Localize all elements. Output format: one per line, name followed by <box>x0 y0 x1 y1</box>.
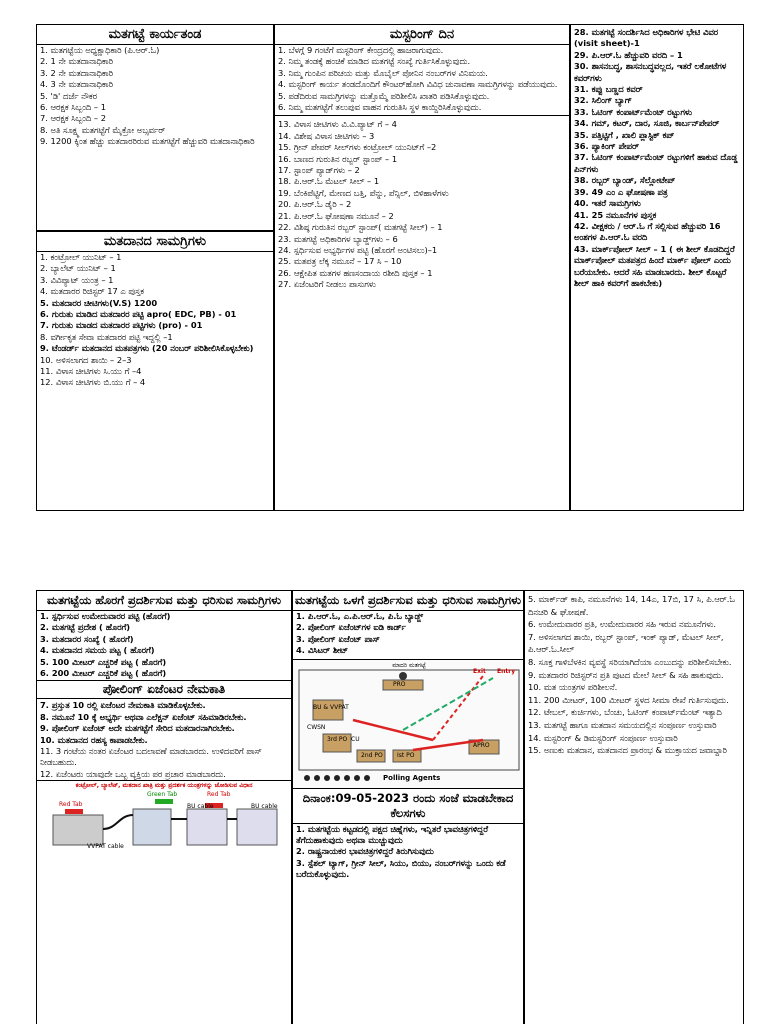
list-item: 9. ಮತದಾರರ ರಿಜಿಸ್ಟರ್‌ನ ಪ್ರತಿ ಪುಟದ ಮೇಲೆ ಸೀಲ್ & ಸಹಿ ಹಾಕುವುದು. <box>528 669 724 680</box>
list-item: 35. ಪತ್ತಿಟ್ಟಿಗೆ , ಖಾಲಿ ಪ್ಲಾಸ್ಟಿಕ್ ಕಪ್ <box>574 129 675 140</box>
list-item: 8. ವರ್ಗೀಕೃತ ಸೇವಾ ಮತದಾರರ ಪಟ್ಟಿ ಇದ್ದಲ್ಲಿ –1 <box>40 331 173 342</box>
list-item: 11. ವಿಳಾಸ ಚೀಟಿಗಳು ಸಿ.ಯು ಗೆ –4 <box>40 366 142 377</box>
team-list <box>37 45 273 148</box>
label-cu: CU <box>351 735 360 743</box>
list-item: 27. ಏಜೆಂಟರಿಗೆ ನೀಡಲು ಪಾಸುಗಳು <box>278 279 376 290</box>
list-item: 10. ಅಳಿಸಲಾಗದ ಶಾಯಿ – 2–3 <box>40 354 132 365</box>
materials-heading: ಮತದಾನದ ಸಾಮಗ್ರಿಗಳು <box>37 232 273 252</box>
label-cwsn: CWSN <box>307 723 326 731</box>
team-heading: ಮತಗಟ್ಟೆ ಕಾರ್ಯತಂಡ <box>37 25 273 45</box>
bottom-col2-inside <box>292 590 524 1024</box>
list-item: 26. ಆಕ್ಷೇಪಿತ ಮತಗಳ ಹಣಸಂದಾಯ ರಶೀದಿ ಪುಸ್ತಕ – 1 <box>278 267 433 278</box>
label-red-tab: Red Tab <box>207 791 231 799</box>
agents-list <box>37 700 291 780</box>
list-item: 4. 3 ನೇ ಮತದಾನಾಧಿಕಾರಿ <box>40 79 113 90</box>
list-item: 3. ನಿಮ್ಮ ಗುಂಪಿನ ಪರಿಚಯ ಮತ್ತು ಮೊಬೈಲ್ ಪೋನಿನ ನಂಬರ್‌ಗಳ ವಿನಿಮಯ. <box>278 67 488 78</box>
list-item: 5. 100 ಮೀಟರ್ ಎಚ್ಚರಿಕೆ ಪಟ್ಟ ( ಹೊರಗೆ) <box>40 656 167 667</box>
diagram-caption: ಮಾದರಿ ಮತಗಟ್ಟೆ <box>392 661 426 669</box>
list-item: 8. ನಮೂನೆ 10 ಕ್ಕೆ ಅಭ್ಯರ್ಥಿ ಅಥವಾ ಎಲೆಕ್ಷನ್ ಏಜೆಂಟ್ ಸಹಿಮಾಡಿರಬೇಕು. <box>40 711 247 722</box>
list-item: 1. ಮತಗಟ್ಟೆಯ ಕಟ್ಟಡದಲ್ಲಿ ಪಕ್ಷದ ಚಿಹ್ನೆಗಳು, ಇನ್ನಿತರೆ ಭಾವಚಿತ್ರಗಳಿದ್ದರೆ ತೆಗೆದುಹಾಕುವುದು ಅಥವಾ ಮುಚ್ಚುವುದು <box>296 823 489 846</box>
list-item: 24. ಸ್ಪರ್ಧಿಸುವ ಅಭ್ಯರ್ಥಿಗಳ ಪಟ್ಟಿ (ಹೊರಗೆ ಅಂಟಿಸಲು)–1 <box>278 244 438 255</box>
list-item: 25. ಮತಪತ್ರ ಲೆಕ್ಕ ನಮೂನೆ – 17 ಸಿ – 10 <box>278 256 402 267</box>
list-item: 1. ಸ್ಪರ್ಧಿಸುವ ಉಮೇದುವಾರರ ಪಟ್ಟಿ (ಹೊರಗೆ) <box>40 611 171 621</box>
label-bu-cable-2: BU cable <box>251 803 278 811</box>
label-bu-cable: BU cable <box>187 803 214 811</box>
outside-heading: ಮತಗಟ್ಟೆಯ ಹೊರಗೆ ಪ್ರದರ್ಶಿಸುವ ಮತ್ತು ಧರಿಸುವ ಸಾಮಗ್ರಿಗಳು <box>37 591 291 611</box>
list-item: 6. ಗುರುತು ಮಾಡಿದ ಮತದಾರರ ಪಟ್ಟಿ apro( EDC, PB) - 01 <box>40 309 237 320</box>
label-exit: Exit <box>473 667 486 675</box>
materials-list-right <box>571 25 743 289</box>
label-bu-vvpat: BU & VVPAT <box>313 703 349 711</box>
list-item: 2. ಬ್ಯಾಲೆಟ್ ಯುನಿಟ್ – 1 <box>40 263 116 274</box>
label-second-po: 2nd PO <box>361 751 383 759</box>
list-item: 7. ಅಳಿಸಲಾಗದ ಶಾಯಿ, ರಬ್ಬರ್ ಸ್ಟಾಂಪ್, ಇಂಕ್ ಪ್ಯಾಡ್, ಮೆಟಲ್ ಸೀಲ್, ಪಿ.ಆರ್.ಓ.ಸೀಲ್ <box>528 631 724 655</box>
inside-list <box>293 611 523 657</box>
list-item: 12. ವಿಳಾಸ ಚೀಟಿಗಳು ಬಿ.ಯು ಗೆ – 4 <box>40 377 146 388</box>
list-item: 23. ಮತಗಟ್ಟೆ ಅಧಿಕಾರಿಗಳ ಬ್ಯಾಡ್ಜ್‌ಗಳು – 6 <box>278 233 398 244</box>
list-item: 4. ಮತದಾರರ ರಿಜಿಸ್ಟರ್ 17 ಎ ಪುಸ್ತಕ <box>40 286 144 297</box>
list-item: 4. ಮತದಾನದ ಸಮಯ ಪಟ್ಟ ( ಹೊರಗೆ) <box>40 645 155 656</box>
list-item: 20. ಪಿ.ಆರ್.ಓ ಡೈರಿ – 2 <box>278 199 352 210</box>
mustering-heading: ಮಸ್ಟರಿಂಗ್ ದಿನ <box>275 25 569 45</box>
label-entry: Entry <box>497 667 516 675</box>
list-item: 10. ಮತದಾನದ ರಹಸ್ಯ ಕಾಪಾಡಬೇಕು. <box>40 734 148 745</box>
list-item: 17. ಸ್ಟಾಂಪ್ ಪ್ಯಾಡ್‌ಗಳು – 2 <box>278 165 360 176</box>
list-item: 14. ವಿಶೇಷ ವಿಳಾಸ ಚೀಟಿಗಳು – 3 <box>278 130 375 141</box>
list-item: 21. ಪಿ.ಆರ್.ಓ ಘೋಷಣಾ ನಮೂನೆ – 2 <box>278 210 394 221</box>
list-item: 12. ಟೇಬಲ್, ಕುರ್ಚಿಗಳು, ಬೆಂಚು, ಓಟಿಂಗ್ ಕಂಪಾರ್ಟ್‌ಮೆಂಟ್ ಇತ್ಯಾದಿ <box>528 707 722 718</box>
list-item: 2. ಮತಗಟ್ಟೆ ಪ್ರದೇಶ ( ಹೊರಗೆ) <box>40 622 131 633</box>
list-item: 3. ಪೋಲಿಂಗ್ ಏಜೆಂಟ್ ಪಾಸ್ <box>296 633 380 644</box>
list-item: 3. ಮತದಾರರ ಸಂಖ್ಯೆ ( ಹೊರಗೆ) <box>40 633 134 644</box>
list-item: 38. ರಬ್ಬರ್ ಬ್ಯಾಂಡ್, ಸೆಲ್ಲೋಟೇಪ್ <box>574 175 676 186</box>
inside-heading: ಮತಗಟ್ಟೆಯ ಒಳಗೆ ಪ್ರದರ್ಶಿಸುವ ಮತ್ತು ಧರಿಸುವ ಸಾಮಗ್ರಿಗಳು <box>293 591 523 611</box>
label-first-po: Ist PO <box>397 751 415 759</box>
label-vvpat-cable: VVPAT cable <box>87 843 124 851</box>
list-item: 4. ಮಸ್ಟರಿಂಗ್ ಕಾರ್ಯ ತಂಡದೊಂದಿಗೆ ಕೌಂಟರ್‌ಹೋಗಿ ವಿವಿಧ ಚುನಾವಣಾ ಸಾಮಗ್ರಿಗಳನ್ನು ಪಡೆಯುವುದು. <box>278 79 558 90</box>
evening-tasks-heading: ದಿನಾಂಕ:09-05-2023 ರಂದು ಸಂಜೆ ಮಾಡಬೇಕಾದ ಕೆಲಸಗಳು <box>293 789 523 824</box>
list-item: 3. 2 ನೇ ಮತದಾನಾಧಿಕಾರಿ <box>40 67 113 78</box>
list-item: 33. ಓಟಿಂಗ್ ಕಂಪಾರ್ಟ್‌ಮೆಂಟ್ ರಟ್ಟುಗಳು <box>574 106 692 117</box>
agents-subheading: ಪೋಲಿಂಗ್ ಏಜೆಂಟರ ನೇಮಕಾತಿ <box>37 680 291 699</box>
evm-connection-diagram <box>37 780 291 853</box>
top-col3-materials <box>570 24 744 511</box>
list-item: 5. ಮಾರ್ಕ್‌ಡ್ ಕಾಪಿ, ನಮೂನೆಗಳು 14, 14ಎ, 17ಬಿ, 17 ಸಿ, ಪಿ.ಆರ್.ಓ ದಿನಚರಿ & ಘೋಷಣೆ. <box>528 594 735 617</box>
list-item: 42. ವೀಕ್ಷಕರು / ಆರ್.ಓ ಗೆ ಸಲ್ಲಿಸುವ ಹೆಚ್ಚುವರಿ 16 ಅಂಶಗಳ ಪಿ.ಆರ್.ಓ ವರದಿ <box>574 220 721 243</box>
list-item: 2. ರಾಷ್ಟ್ರನಾಯಕರ ಭಾವಚಿತ್ರಗಳಿದ್ದರೆ ತಿರುಗಿಸುವುದು <box>296 846 434 857</box>
list-item: 12. ಏಜೆಂಟರು ಯಾವುದೇ ಒಬ್ಬ ವ್ಯಕ್ತಿಯ ಪರ ಪ್ರಚಾರ ಮಾಡಬಾರದು. <box>40 768 226 779</box>
list-item: 39. 49 ಎಂ ಎ ಘೋಷಣಾ ಪತ್ರ <box>574 186 668 197</box>
label-polling-agents: Polling Agents <box>383 773 441 782</box>
materials-list-continued <box>275 116 569 290</box>
list-item: 40. ಇತರೆ ಸಾಮಗ್ರಿಗಳು <box>574 198 641 209</box>
list-item: 7. ಪ್ರಸ್ತುತ 10 ರಲ್ಲಿ ಏಜೆಂಟರ ನೇಮಕಾತಿ ಮಾಡಿಕೊಳ್ಳಬೇಕು. <box>40 700 206 711</box>
list-item: 5. ಪಡೆದಿರುವ ಸಾಮಗ್ರಿಗಳನ್ನು ಮತ್ತೊಮ್ಮೆ ಪರಿಶೀಲಿಸಿ ಖಾತರಿ ಪಡಿಸಿಕೊಳ್ಳುವುದು. <box>278 90 490 101</box>
list-item: 34. ಗಮ್, ಕಟರ್, ದಾರ, ಸೂಜಿ, ಕಾರ್ಬನ್‌ಪೇಪರ್ <box>574 118 720 129</box>
list-item: 2. 1 ನೇ ಮತದಾನಾಧಿಕಾರಿ <box>40 56 113 67</box>
list-item: 2. ನಿಮ್ಮ ತಂಡಕ್ಕೆ ಹಂಚಿಕೆ ಮಾಡಿದ ಮತಗಟ್ಟೆ ಸಂಖ್ಯೆ ಗುರ್ತಿಸಿಕೊಳ್ಳುವುದು. <box>278 56 471 67</box>
mustering-list <box>275 45 569 116</box>
label-green-tab: Green Tab <box>147 791 178 799</box>
list-item: 7. ಆರಕ್ಷಕ ಸಿಬ್ಬಂದಿ – 2 <box>40 113 106 124</box>
bottom-col1-outside <box>36 590 292 1024</box>
list-item: 7. ಗುರುತು ಮಾಡದ ಮತದಾರರ ಪಟ್ಟಿಗಳು (pro) - 01 <box>40 320 203 331</box>
list-item: 6. ಆರಕ್ಷಕ ಸಿಬ್ಬಂದಿ – 1 <box>40 102 106 113</box>
list-item: 3. ವಿವಿಪ್ಯಾಟ್ ಯಂತ್ರ – 1 <box>40 274 114 285</box>
list-item: 1. ಪಿ.ಆರ್.ಓ, ಎ.ಪಿ.ಆರ್.ಓ, ಪಿ.ಓ ಬ್ಯಾಡ್ಜ್ <box>296 611 424 621</box>
list-item: 6. 200 ಮೀಟರ್ ಎಚ್ಚರಿಕೆ ಪಟ್ಟ ( ಹೊರಗೆ) <box>40 668 167 679</box>
list-item: 16. ಬಾಣದ ಗುರುತಿನ ರಬ್ಬರ್ ಸ್ಟಾಂಪ್ – 1 <box>278 153 398 164</box>
label-pro: PRO <box>393 680 406 688</box>
duties-list <box>525 591 743 757</box>
list-item: 1. ಕಂಟ್ರೋಲ್ ಯುನಿಟ್ – 1 <box>40 252 122 262</box>
label-red-tab-2: Red Tab <box>59 801 83 809</box>
list-item: 11. 200 ಮೀಟರ್, 100 ಮೀಟರ್ ಸ್ಥಳದ ಸೀಮಾ ರೇಖೆ ಗುರ್ತಿಸುವುದು. <box>528 694 729 705</box>
evening-tasks-list <box>293 824 523 881</box>
list-item: 30. ಶಾಸನಬದ್ಧ, ಶಾಸನಬದ್ಧವಲ್ಲದ, ಇತರೆ ಲಕೋಟೆಗಳ ಕವರ್‌ಗಳು <box>574 61 727 83</box>
list-item: 32. ಸಿಲಿಂಗ್ ಬ್ಯಾಗ್ <box>574 95 632 106</box>
list-item: 22. ವಿಶಿಷ್ಠ ಗುರುತಿನ ರಬ್ಬರ್ ಸ್ಟಾಂಪ್( ಮತಗಟ್ಟೆ ಸೀಲ್) – 1 <box>278 222 443 233</box>
list-item: 29. ಪಿ.ಆರ್.ಓ ಹೆಚ್ಚುವರಿ ವರದಿ – 1 <box>574 49 683 60</box>
list-item: 15. ಗ್ರೀನ್ ಪೇಪರ್ ಸೀಲ್‌ಗಳು ಕಂಟ್ರೋಲ್ ಯುನಿಟ್‌ಗೆ –2 <box>278 142 437 153</box>
list-item: 14. ಮಸ್ಟರಿಂಗ್ & ಡಿಮಸ್ಟರಿಂಗ್ ಸಂಪೂರ್ಣ ಉಸ್ತುವಾರಿ <box>528 732 678 743</box>
list-item: 31. ಕಪ್ಪು ಬಣ್ಣದ ಕವರ್ <box>574 84 643 95</box>
list-item: 2. ಪೋಲಿಂಗ್ ಏಜೆಂಟ್‌ಗಳ ಐಡಿ ಕಾರ್ಡ್ <box>296 622 406 633</box>
booth-layout-graphic <box>293 660 524 788</box>
list-item: 13. ವಿಳಾಸ ಚೀಟಿಗಳು ವಿ.ವಿ.ಪ್ಯಾಟ್ ಗೆ – 4 <box>278 119 397 130</box>
materials-list <box>37 252 273 389</box>
list-item: 5. 'ಡಿ' ದರ್ಜೆ ನೌಕರ <box>40 90 98 101</box>
list-item: 3. ಸ್ಪೆಶಲ್ ಟ್ಯಾಗ್, ಗ್ರೀನ್ ಸೀಲ್, ಸಿಯು, ಬಿಯು, ನಂಬರ್‌ಗಳನ್ನು ಒಂದು ಕಡೆ ಬರೆದುಕೊಳ್ಳುವುದು. <box>296 857 506 880</box>
list-item: 19. ಬೆಂಕಿಪೆಟ್ಟಿಗೆ, ಮೇಣದ ಬತ್ತಿ, ಪೆನ್ನು, ಪೆನ್ಸಿಲ್, ಬಿಳಿಹಾಳೆಗಳು <box>278 187 449 198</box>
list-item: 1. ಬೆಳಗ್ಗೆ 9 ಗಂಟೆಗೆ ಮಸ್ಟರಿಂಗ್ ಕೇಂದ್ರದಲ್ಲಿ ಹಾಜರಾಗುವುದು. <box>278 45 444 55</box>
list-item: 9. ಪೋಲಿಂಗ್ ಏಜೆಂಟ್ ಅದೇ ಮತಗಟ್ಟೆಗೆ ಸೇರಿದ ಮತದಾರನಾಗಿರಬೇಕು. <box>40 723 235 734</box>
list-item: 18. ಪಿ.ಆರ್.ಓ ಮೆಟಲ್ ಸೀಲ್ – 1 <box>278 176 380 187</box>
top-col2-mustering <box>274 24 570 511</box>
list-item: 5. ಮತದಾರರ ಚೀಟಿಗಳು(V.S) 1200 <box>40 297 158 308</box>
model-booth-diagram <box>293 659 523 789</box>
label-apro: APRO <box>473 741 490 749</box>
bottom-col3-duties <box>524 590 744 1024</box>
list-item: 41. 25 ನಮೂನೆಗಳ ಪುಸ್ತಕ <box>574 209 657 220</box>
list-item: 8. ಸೂಕ್ತ ಗಾಳಿಬೆಳಕಿನ ವ್ಯವಸ್ಥೆ ಸರಿಯಾಗಿದೆಯಾ ಎಂಬುದನ್ನು ಪರಿಶೀಲಿಸಬೇಕು. <box>528 656 732 667</box>
diagram-caption: ಕಂಟ್ರೋಲ್, ಬ್ಯಾಲೆಟ್, ಮತದಾನ ಖಾತ್ರಿ ಮತ್ತು ಪ್ರದರ್ಶಕ ಯಂತ್ರಗಳನ್ನು ಜೋಡಿಸುವ ವಿಧಾನ <box>75 782 253 790</box>
list-item: 6. ಉಮೇದುವಾರರ ಪ್ರತಿ, ಉಮೇದುವಾರರ ಸಹಿ ಇರುವ ನಮೂನೆಗಳು. <box>528 619 716 630</box>
label-third-po: 3rd PO <box>327 735 348 743</box>
list-item: 13. ಮತಗಟ್ಟೆ ಹಾಗೂ ಮತದಾನ ಸಮಯದಲ್ಲಿನ ಸಂಪೂರ್ಣ ಉಸ್ತುವಾರಿ <box>528 719 717 730</box>
outside-list <box>37 611 291 679</box>
list-item: 43. ಮಾರ್ಕ್‌ಪೋಲ್ ಸೀಲ್ – 1 ( ಈ ಶೀಲ್ ಕೊಡದಿದ್ದರೆ ಮಾರ್ಕ್‌ಪೋಲ್ ಮತಪತ್ರದ ಹಿಂದೆ ಮಾರ್ಕ್ ಪೋಲ್ ಎಂದು ಬರೆಯಬೇಕು. ಆದರೆ ಸಹಿ ಮಾಡಬಾರದು. ಶೀಲ್ ಕೊಟ್ಟರೆ ಶೀಲ್ ಹಾಕಿ ಕವರ್‌ಗೆ ಹಾಕಬೇಕು) <box>574 243 735 288</box>
list-item: 6. ನಿಮ್ಮ ಮತಗಟ್ಟೆಗೆ ತಲುಪುವ ವಾಹನ ಗುರುತಿಸಿ ಸ್ಥಳ ಕಾಯ್ದಿರಿಸಿಕೊಳ್ಳುವುದು. <box>278 102 482 113</box>
list-item: 1. ಮತಗಟ್ಟೆಯ ಅಧ್ಯಕ್ಷಾಧಿಕಾರಿ (ಪಿ.ಆರ್.ಓ) <box>40 45 160 55</box>
list-item: 28. ಮತಗಟ್ಟೆ ಸಂದರ್ಶಿಸಿದ ಅಧಿಕಾರಿಗಳ ಭೇಟಿ ವಿವರ (visit sheet)-1 <box>574 27 719 49</box>
list-item: 36. ಪ್ಯಾಕಿಂಗ್ ಪೇಪರ್ <box>574 141 640 152</box>
list-item: 37. ಓಟಿಂಗ್ ಕಂಪಾರ್ಟ್‌ಮೆಂಟ್ ರಟ್ಟುಗಳಿಗೆ ಹಾಕುವ ದೊಡ್ಡ ಪಿನ್‌ಗಳು <box>574 152 738 174</box>
top-col1-team <box>36 24 274 231</box>
list-item: 10. ಮತ ಯಂತ್ರಗಳ ಪರಿಶೀಲನೆ. <box>528 682 618 693</box>
list-item: 11. 3 ಗಂಟೆಯ ನಂತರ ಏಜೆಂಟರ ಬದಲಾವಣೆ ಮಾಡಬಾರದು. ಉಳಿದವರಿಗೆ ಪಾಸ್ ನೀಡಬಹುದು. <box>40 746 262 768</box>
list-item: 15. ಅಣುಕು ಮತದಾನ, ಮತದಾನದ ಪ್ರಾರಂಭ & ಮುಕ್ತಾಯದ ಜವಾಬ್ದಾರಿ <box>528 745 727 756</box>
list-item: 4. ವಿಸಿಟರ್ ಶೀಟ್ <box>296 645 349 656</box>
list-item: 9. ಟೆಂಡರ್ಡ್ ಮತದಾನದ ಮತಪತ್ರಗಳು (20 ನಂಬರ್ ಪರಿಶೀಲಿಸಿಕೊಳ್ಳಬೇಕು) <box>40 343 254 354</box>
list-item: 9. 1200 ಕ್ಕಿಂತ ಹೆಚ್ಚು ಮತದಾರರಿರುವ ಮತಗಟ್ಟೆಗೆ ಹೆಚ್ಚುವರಿ ಮತದಾನಾಧಿಕಾರಿ <box>40 136 255 147</box>
top-col1-materials <box>36 231 274 511</box>
list-item: 8. ಅತಿ ಸೂಕ್ಷ್ಮ ಮತಗಟ್ಟೆಗೆ ಮೈಕ್ರೋ ಅಬ್ಸರ್ವರ್ <box>40 124 166 135</box>
